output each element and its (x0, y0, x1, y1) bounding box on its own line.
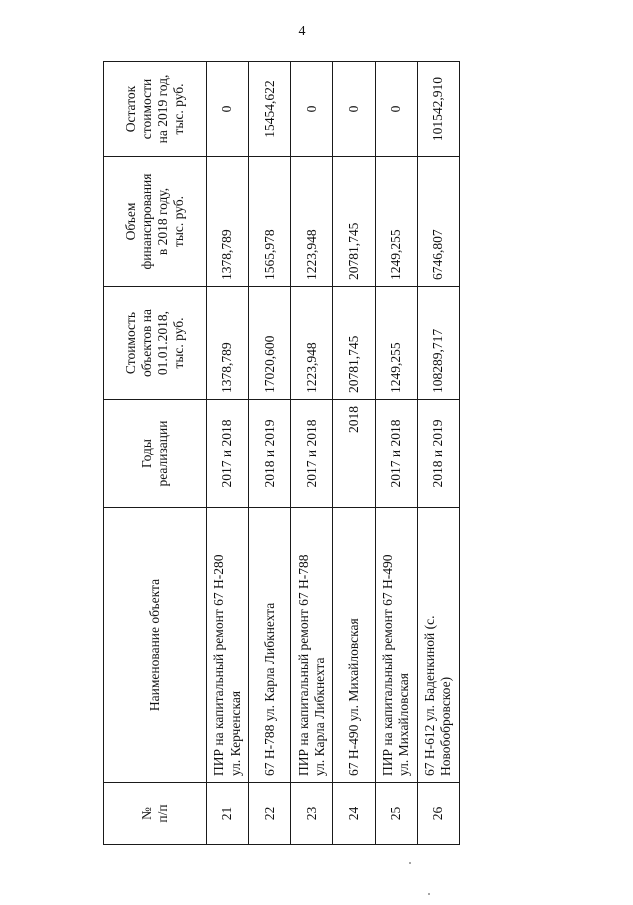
header-funding-text: Объем финансирования в 2018 году, тыс. руб. (122, 173, 187, 270)
cell-years: 2017 и 2018 (207, 400, 249, 508)
cell-funding: 1249,255 (375, 157, 417, 287)
cell-remainder: 0 (207, 62, 249, 157)
cell-cost: 1249,255 (375, 287, 417, 400)
cell-name: ПИР на капитальный ремонт 67 Н-280 ул. Керченская (207, 508, 249, 783)
cell-name: 67 Н-788 ул. Карла Либкнехта (249, 508, 291, 783)
cell-cost: 1378,789 (207, 287, 249, 400)
cell-years: 2017 и 2018 (291, 400, 333, 508)
cell-remainder: 0 (333, 62, 375, 157)
header-name (104, 508, 207, 783)
cell-cost: 108289,717 (417, 287, 459, 400)
header-years-text: Годы реализации (138, 420, 170, 487)
cell-name: ПИР на капитальный ремонт 67 Н-490 ул. Михайловская (375, 508, 417, 783)
header-cost (104, 287, 207, 400)
cell-funding: 1565,978 (249, 157, 291, 287)
scan-speck (409, 862, 411, 864)
cell-remainder: 0 (291, 62, 333, 157)
cell-num: 24 (333, 783, 375, 845)
table-row (375, 62, 417, 845)
table-row (417, 62, 459, 845)
cell-name: 67 Н-490 ул. Михайловская (333, 508, 375, 783)
header-cost-text: Стоимость объектов на 01.01.2018, тыс. руб. (122, 308, 187, 378)
cell-years: 2018 и 2019 (417, 400, 459, 508)
header-years (104, 400, 207, 508)
cell-cost: 1223,948 (291, 287, 333, 400)
cell-remainder: 15454,622 (249, 62, 291, 157)
cell-years: 2018 (333, 400, 375, 508)
table-row (333, 62, 375, 845)
table-row (291, 62, 333, 845)
header-num-text: № п/п (138, 804, 170, 823)
cell-funding: 1223,948 (291, 157, 333, 287)
cell-cost: 17020,600 (249, 287, 291, 400)
header-num (104, 783, 207, 845)
cell-cost: 20781,745 (333, 287, 375, 400)
cell-remainder: 101542,910 (417, 62, 459, 157)
cell-num: 23 (291, 783, 333, 845)
header-remainder (104, 62, 207, 157)
cell-funding: 6746,807 (417, 157, 459, 287)
cell-num: 25 (375, 783, 417, 845)
table-container (103, 62, 460, 845)
cell-years: 2018 и 2019 (249, 400, 291, 508)
cell-remainder: 0 (375, 62, 417, 157)
cell-funding: 1378,789 (207, 157, 249, 287)
cell-years: 2017 и 2018 (375, 400, 417, 508)
scan-speck (428, 893, 430, 895)
cell-name: ПИР на капитальный ремонт 67 Н-788 ул. Карла Либкнехта (291, 508, 333, 783)
header-funding (104, 157, 207, 287)
page-number: 4 (298, 24, 306, 39)
table-row (249, 62, 291, 845)
cell-num: 22 (249, 783, 291, 845)
objects-table (103, 61, 460, 845)
table-header-row (104, 62, 207, 845)
cell-num: 21 (207, 783, 249, 845)
cell-name: 67 Н-612 ул. Баденкиной (с. Новобобровское) (417, 508, 459, 783)
cell-funding: 20781,745 (333, 157, 375, 287)
header-name-text: Наименование объекта (146, 578, 162, 712)
cell-num: 26 (417, 783, 459, 845)
table-row (207, 62, 249, 845)
header-remainder-text: Остаток стоимости на 2019 год, тыс. руб. (122, 74, 187, 144)
